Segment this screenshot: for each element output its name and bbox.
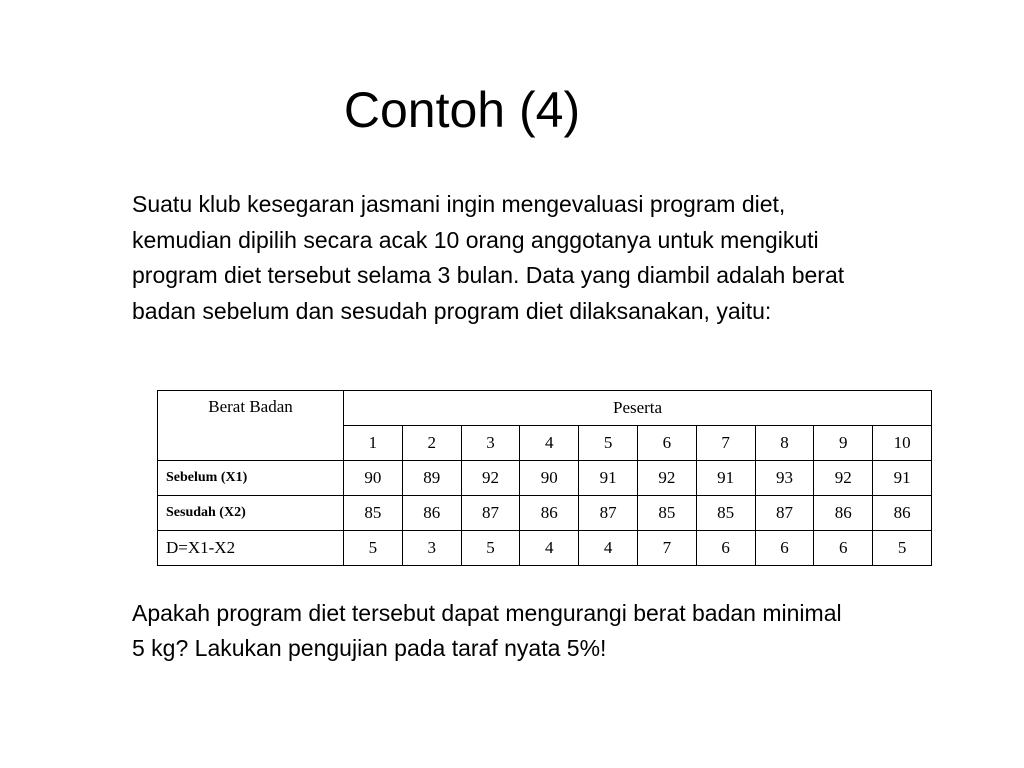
question-line: Apakah program diet tersebut dapat mengurangi berat badan minimal bbox=[132, 600, 842, 626]
table-cell: 86 bbox=[402, 496, 461, 531]
intro-paragraph bbox=[132, 187, 1002, 329]
table-cell: 87 bbox=[579, 496, 638, 531]
table-row-sesudah bbox=[158, 496, 932, 531]
table-cell: 3 bbox=[402, 531, 461, 566]
participant-number-cell: 2 bbox=[402, 426, 461, 461]
table-cell: 86 bbox=[814, 496, 873, 531]
table-cell: 85 bbox=[696, 496, 755, 531]
table-cell: 92 bbox=[637, 461, 696, 496]
table-cell: 6 bbox=[696, 531, 755, 566]
table-cell: 5 bbox=[873, 531, 932, 566]
participant-number-cell: 8 bbox=[755, 426, 814, 461]
table-cell: 85 bbox=[344, 496, 403, 531]
row-label: Sesudah (X2) bbox=[158, 496, 344, 531]
table-row-sebelum bbox=[158, 461, 932, 496]
table-cell: 4 bbox=[579, 531, 638, 566]
intro-line: badan sebelum dan sesudah program diet dilaksanakan, yaitu: bbox=[132, 297, 772, 324]
participant-number-cell: 7 bbox=[696, 426, 755, 461]
table-cell: 91 bbox=[579, 461, 638, 496]
participant-number-cell: 10 bbox=[873, 426, 932, 461]
question-line: 5 kg? Lakukan pengujian pada taraf nyata 5%! bbox=[132, 635, 607, 661]
group-header-cell: Peserta bbox=[344, 391, 932, 426]
participant-number-cell: 6 bbox=[637, 426, 696, 461]
intro-line: Suatu klub kesegaran jasmani ingin mengevaluasi program diet, bbox=[132, 191, 786, 217]
participant-number-cell: 9 bbox=[814, 426, 873, 461]
table-row-difference bbox=[158, 531, 932, 566]
table-cell: 85 bbox=[637, 496, 696, 531]
table-cell: 89 bbox=[402, 461, 461, 496]
question-paragraph bbox=[132, 596, 1002, 666]
row-label: D=X1-X2 bbox=[158, 531, 344, 566]
participant-number-cell: 5 bbox=[579, 426, 638, 461]
table-cell: 5 bbox=[344, 531, 403, 566]
table-cell: 87 bbox=[755, 496, 814, 531]
table-cell: 4 bbox=[520, 531, 579, 566]
table-cell: 6 bbox=[814, 531, 873, 566]
table-cell: 93 bbox=[755, 461, 814, 496]
table-cell: 90 bbox=[520, 461, 579, 496]
table-cell: 7 bbox=[637, 531, 696, 566]
table-cell: 91 bbox=[696, 461, 755, 496]
intro-line: program diet tersebut selama 3 bulan. Data yang diambil adalah berat bbox=[132, 262, 845, 288]
table-cell: 92 bbox=[814, 461, 873, 496]
table-header-row bbox=[158, 391, 932, 426]
corner-header-cell: Berat Badan bbox=[158, 391, 344, 461]
weight-table bbox=[157, 390, 932, 566]
table-cell: 90 bbox=[344, 461, 403, 496]
participant-number-cell: 4 bbox=[520, 426, 579, 461]
table-cell: 91 bbox=[873, 461, 932, 496]
slide-title: Contoh (4) bbox=[343, 82, 581, 138]
table-cell: 5 bbox=[461, 531, 520, 566]
participant-number-cell: 3 bbox=[461, 426, 520, 461]
table-cell: 86 bbox=[520, 496, 579, 531]
table-cell: 92 bbox=[461, 461, 520, 496]
table-cell: 87 bbox=[461, 496, 520, 531]
intro-line: kemudian dipilih secara acak 10 orang anggotanya untuk mengikuti bbox=[132, 226, 819, 253]
row-label: Sebelum (X1) bbox=[158, 461, 344, 496]
table-cell: 86 bbox=[873, 496, 932, 531]
table-cell: 6 bbox=[755, 531, 814, 566]
participant-number-cell: 1 bbox=[344, 426, 403, 461]
